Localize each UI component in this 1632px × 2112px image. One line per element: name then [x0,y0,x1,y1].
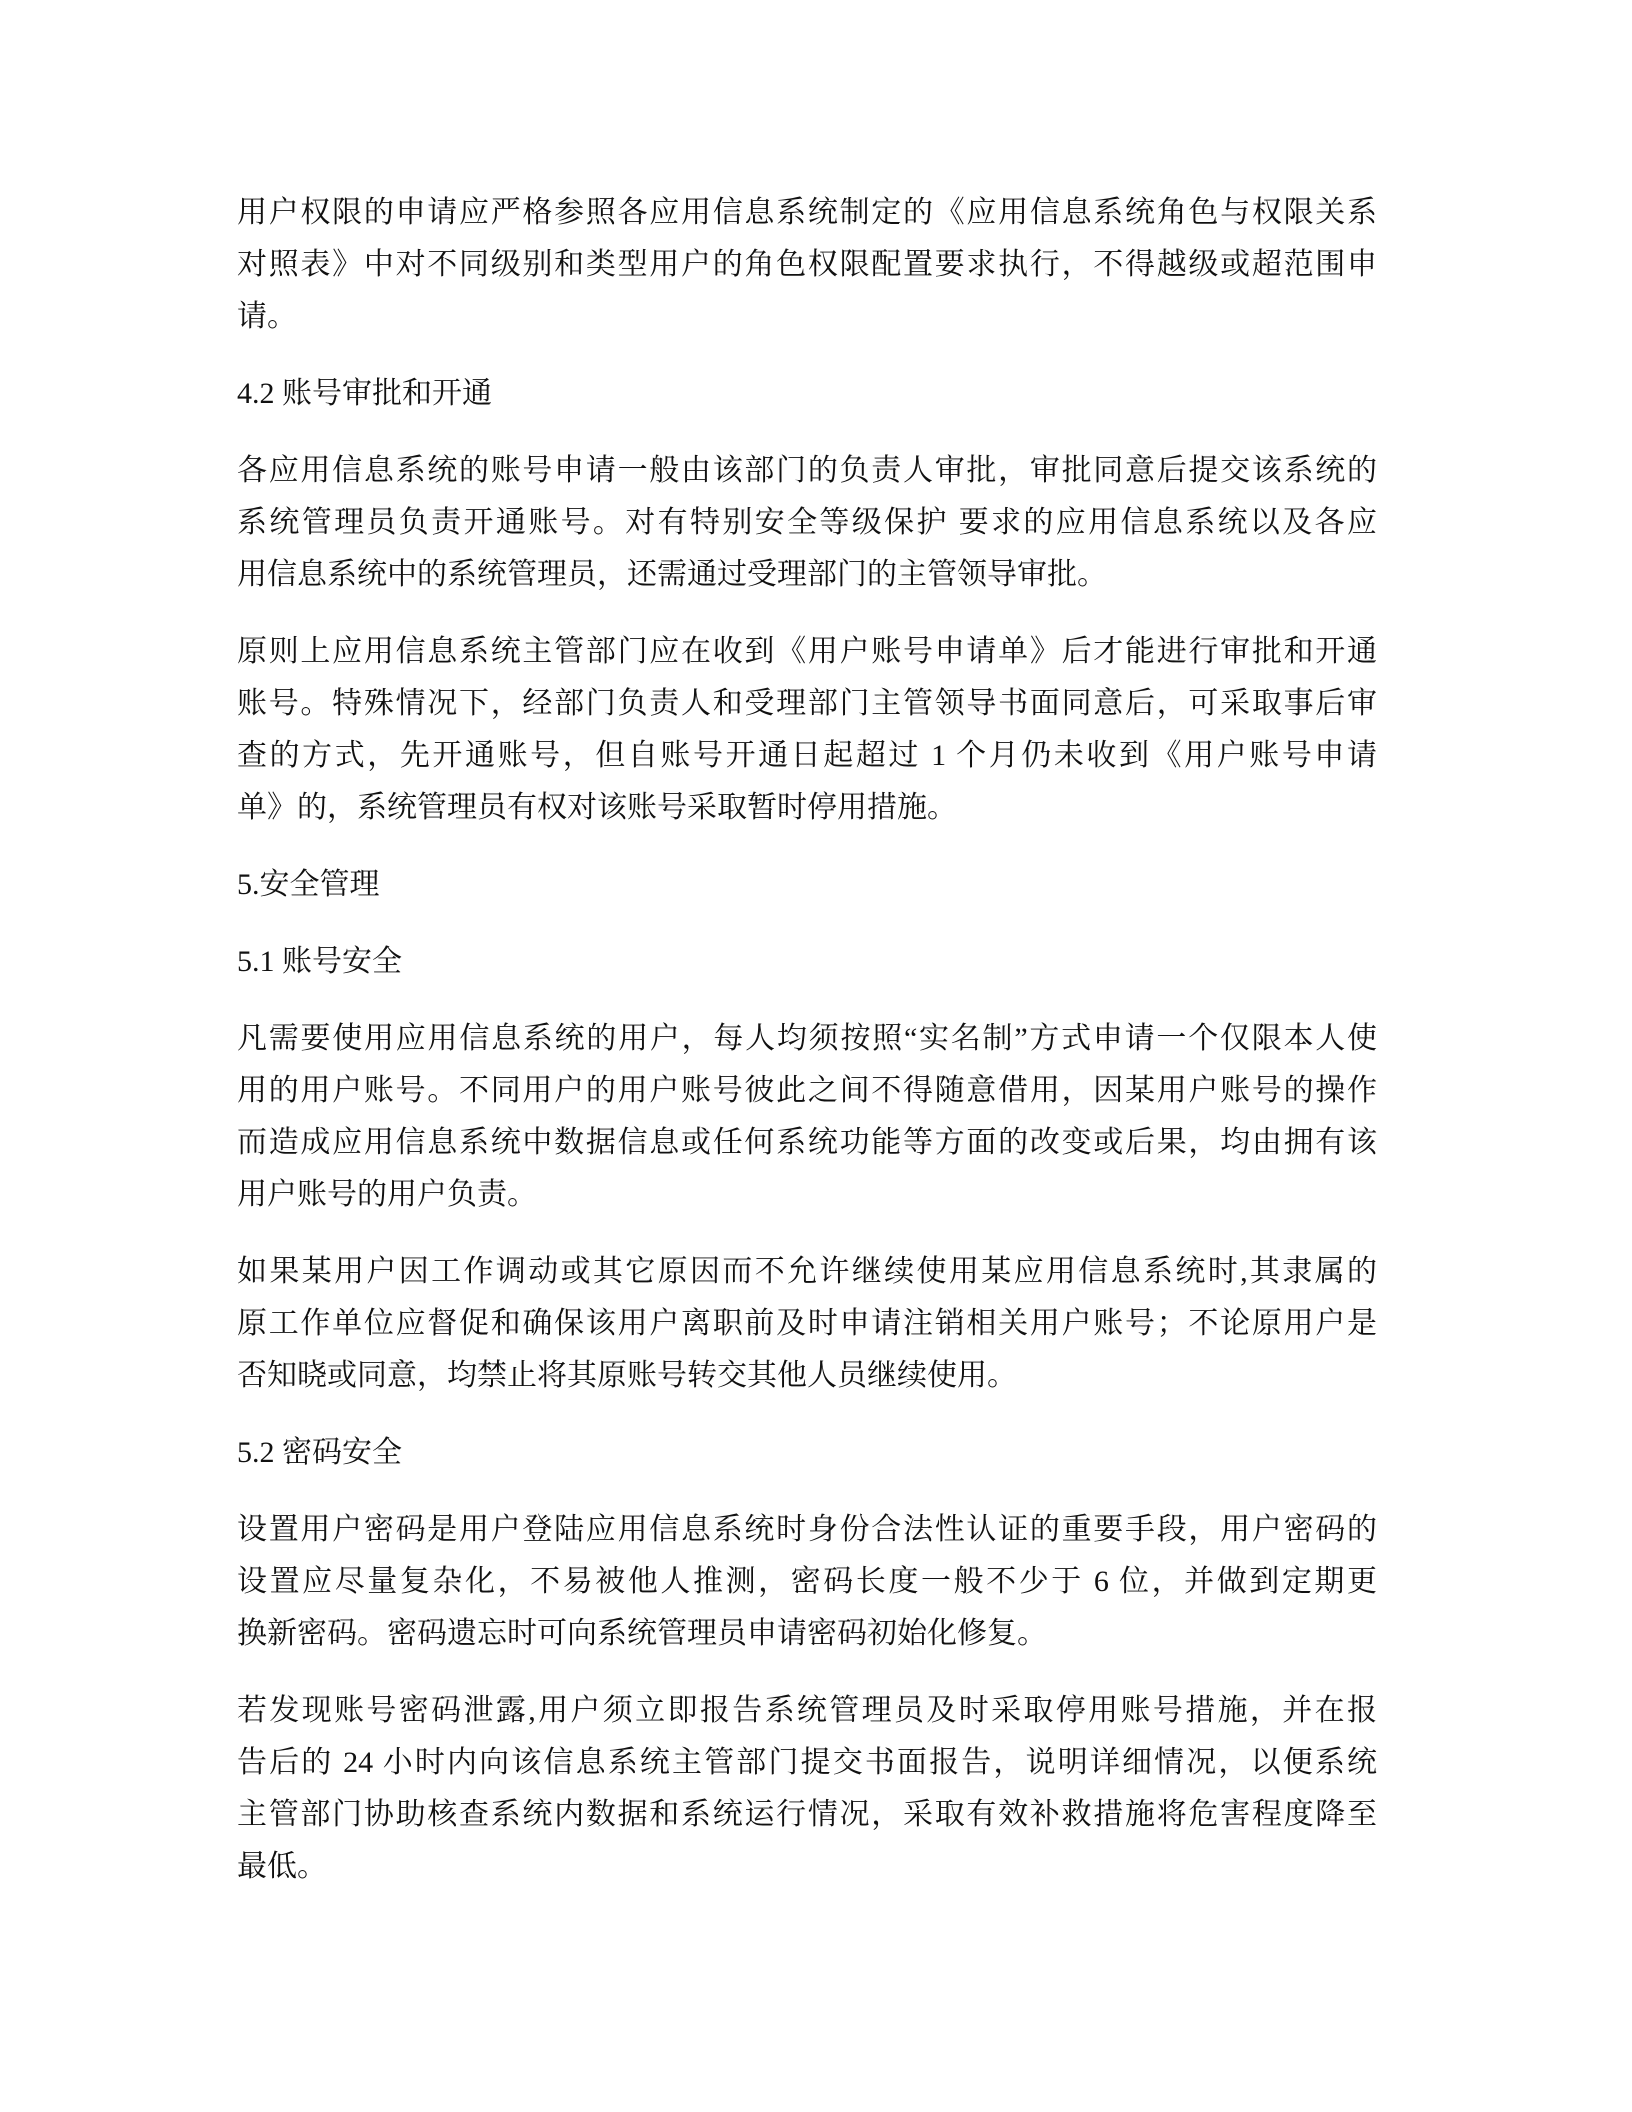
text-line: 用的用户账号。不同用户的用户账号彼此之间不得随意借用，因某用户账号的操作 [237,1074,1377,1107]
section-heading [237,1427,1377,1479]
text-line: 5.安全管理 [237,868,380,901]
section-heading [237,936,1377,988]
text-line: 账号。特殊情况下，经部门负责人和受理部门主管领导书面同意后，可采取事后审 [237,687,1377,720]
text-line: 否知晓或同意，均禁止将其原账号转交其他人员继续使用。 [237,1359,1017,1392]
text-line: 设置用户密码是用户登陆应用信息系统时身份合法性认证的重要手段，用户密码的 [237,1513,1377,1546]
paragraph [237,626,1377,834]
text-line: 若发现账号密码泄露,用户须立即报告系统管理员及时采取停用账号措施，并在报 [237,1694,1377,1727]
text-line: 4.2 账号审批和开通 [237,377,492,410]
text-line: 主管部门协助核查系统内数据和系统运行情况，采取有效补救措施将危害程度降至 [237,1798,1377,1831]
text-line: 换新密码。密码遗忘时可向系统管理员申请密码初始化修复。 [237,1617,1047,1650]
paragraph [237,1013,1377,1221]
paragraph [237,187,1377,343]
document-body [237,187,1377,1918]
text-line: 原工作单位应督促和确保该用户离职前及时申请注销相关用户账号；不论原用户是 [237,1307,1377,1340]
text-line: 如果某用户因工作调动或其它原因而不允许继续使用某应用信息系统时,其隶属的 [237,1255,1377,1288]
text-line: 用户账号的用户负责。 [237,1178,537,1211]
paragraph [237,1504,1377,1660]
text-line: 5.1 账号安全 [237,945,402,978]
paragraph [237,1685,1377,1893]
text-line: 查的方式，先开通账号，但自账号开通日起超过 1 个月仍未收到《用户账号申请 [237,739,1377,772]
text-line: 请。 [237,300,297,333]
text-line: 用户权限的申请应严格参照各应用信息系统制定的《应用信息系统角色与权限关系 [237,196,1377,229]
paragraph [237,445,1377,601]
text-line: 设置应尽量复杂化，不易被他人推测，密码长度一般不少于 6 位，并做到定期更 [237,1565,1377,1598]
text-line: 系统管理员负责开通账号。对有特别安全等级保护 要求的应用信息系统以及各应 [237,506,1377,539]
text-line: 告后的 24 小时内向该信息系统主管部门提交书面报告，说明详细情况，以便系统 [237,1746,1377,1779]
text-line: 对照表》中对不同级别和类型用户的角色权限配置要求执行，不得越级或超范围申 [237,248,1377,281]
section-heading [237,368,1377,420]
text-line: 原则上应用信息系统主管部门应在收到《用户账号申请单》后才能进行审批和开通 [237,635,1377,668]
text-line: 各应用信息系统的账号申请一般由该部门的负责人审批，审批同意后提交该系统的 [237,454,1377,487]
paragraph [237,1246,1377,1402]
text-line: 凡需要使用应用信息系统的用户，每人均须按照“实名制”方式申请一个仅限本人使 [237,1022,1377,1055]
text-line: 5.2 密码安全 [237,1436,402,1469]
text-line: 单》的，系统管理员有权对该账号采取暂时停用措施。 [237,791,957,824]
text-line: 最低。 [237,1850,327,1883]
text-line: 而造成应用信息系统中数据信息或任何系统功能等方面的改变或后果，均由拥有该 [237,1126,1377,1159]
text-line: 用信息系统中的系统管理员，还需通过受理部门的主管领导审批。 [237,558,1107,591]
section-heading [237,859,1377,911]
